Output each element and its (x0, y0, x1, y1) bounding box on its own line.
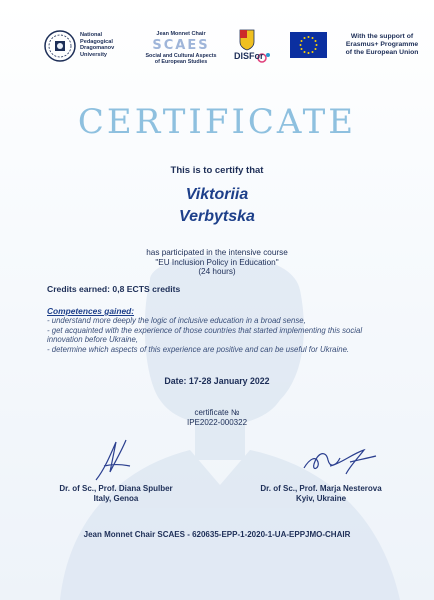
npdu-logo-icon (44, 30, 76, 62)
course-date: Date: 17-28 January 2022 (164, 376, 270, 386)
course-description: has participated in the intensive course "EU Inclusion Policy in Education" (24 hours) (146, 248, 288, 277)
recipient-first-name: Viktoriia (185, 186, 249, 203)
competence-item: - get acquainted with the experience of those countries that started implementing this social (47, 325, 363, 335)
signature-spulber (86, 436, 146, 482)
disfor-label: DISFor (234, 51, 264, 61)
certificate-number-label: certificate № (194, 408, 240, 417)
recipient-last-name: Verbytska (179, 208, 255, 225)
scaes-caption: Jean Monnet Chair (156, 31, 206, 37)
eu-flag-icon (290, 32, 327, 58)
npdu-name: National Pedagogical Dragomanov University (80, 32, 115, 58)
scaes-logo-text: SCAES (152, 38, 210, 53)
erasmus-support-text: With the support of Erasmus+ Programme of the European Union (345, 33, 419, 56)
credits-earned: Credits earned: 0,8 ECTS credits (47, 284, 181, 294)
signer-right: Dr. of Sc., Prof. Marja Nesterova Kyiv, Ukraine (260, 484, 382, 503)
certificate-number: IPE2022-000322 (186, 418, 248, 427)
competence-item: innovation before Ukraine, (47, 335, 139, 345)
scaes-subtitle: Social and Cultural Aspects of European Studies (145, 53, 217, 66)
competence-item: - understand more deeply the logic of inclusive education in a broad sense, (47, 316, 306, 325)
certificate-title: CERTIFICATE (77, 102, 357, 142)
competences-title: Competences gained: (47, 306, 135, 316)
competence-item: - determine which aspects of this experience are positive and can be useful for Ukraine. (47, 344, 350, 354)
signature-nesterova (300, 442, 380, 478)
disfor-logo-icon (232, 28, 272, 66)
header-logos (0, 28, 434, 68)
project-footer: Jean Monnet Chair SCAES - 620635-EPP-1-2020-1-UA-EPPJMO-CHAIR (83, 530, 351, 539)
certify-line: This is to certify that (170, 165, 264, 176)
competences-list (47, 316, 387, 354)
signer-left: Dr. of Sc., Prof. Diana Spulber Italy, Genoa (59, 484, 173, 503)
